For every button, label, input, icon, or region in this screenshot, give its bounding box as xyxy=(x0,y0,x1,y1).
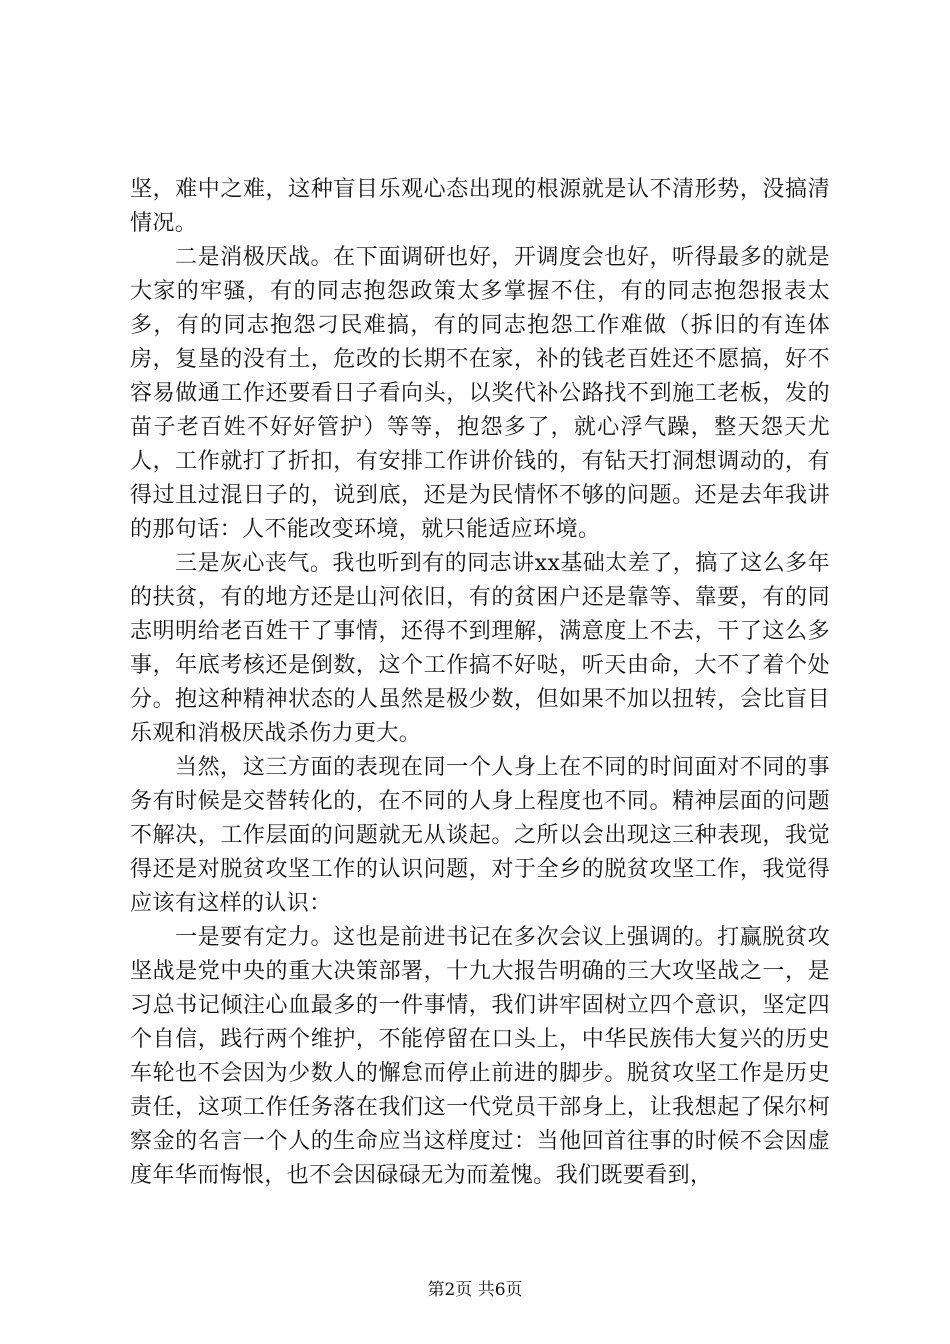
paragraph-discouragement: 三是灰心丧气。我也听到有的同志讲xx基础太差了，搞了这么多年的扶贫，有的地方还是山河依旧，有的贫困户还是靠等、靠要，有的同志明明给老百姓干了事情，还得不到理解，满意度上不去，干了这么多事，年底考核还是倒数，这个工作搞不好哒，听天由命，大不了着个处分。抱这种精神状态的人虽然是极少数，但如果不加以扭转，会比盲目乐观和消极厌战杀伤力更大。 xyxy=(130,551,830,746)
paragraph-negative-attitude: 二是消极厌战。在下面调研也好，开调度会也好，听得最多的就是大家的牢骚，有的同志抱怨政策太多掌握不住，有的同志抱怨报表太多，有的同志抱怨刁民难搞，有的同志抱怨工作难做（拆旧的有连体房，复垦的没有土，危改的长期不在家，补的钱老百姓还不愿搞，好不容易做通工作还要看日子看向头，以奖代补公路找不到施工老板，发的苗子老百姓不好好管护）等等，抱怨多了，就心浮气躁，整天怨天尤人，工作就打了折扣，有安排工作讲价钱的，有钻天打洞想调动的，有得过且过混日子的，说到底，还是为民情怀不够的问题。还是去年我讲的那句话：人不能改变环境，就只能适应环境。 xyxy=(130,245,830,542)
paragraph-determination: 一是要有定力。这也是前进书记在多次会议上强调的。打赢脱贫攻坚战是党中央的重大决策部署，十九大报告明确的三大攻坚战之一，是习总书记倾注心血最多的一件事情，我们讲牢固树立四个意识，坚定四个自信，践行两个维护，不能停留在口头上，中华民族伟大复兴的历史车轮也不会因为少数人的懈怠而停止前进的脚步。脱贫攻坚工作是历史责任，这项工作任务落在我们这一代党员干部身上，让我想起了保尔柯察金的名言一个人的生命应当这样度过：当他回首往事的时候不会因虚度年华而悔恨，也不会因碌碌无为而羞愧。我们既要看到， xyxy=(130,925,830,1188)
paragraph-of-course: 当然，这三方面的表现在同一个人身上在不同的时间面对不同的事务有时候是交替转化的，在不同的人身上程度也不同。精神层面的问题不解决，工作层面的问题就无从谈起。之所以会出现这三种表现，我觉得还是对脱贫攻坚工作的认识问题，对于全乡的脱贫攻坚工作，我觉得应该有这样的认识： xyxy=(130,755,830,916)
paragraph-continuation: 坚，难中之难，这种盲目乐观心态出现的根源就是认不清形势，没搞清情况。 xyxy=(130,177,830,236)
page-number-footer: 第2页 共6页 xyxy=(427,1280,523,1300)
document-body xyxy=(130,173,830,1193)
